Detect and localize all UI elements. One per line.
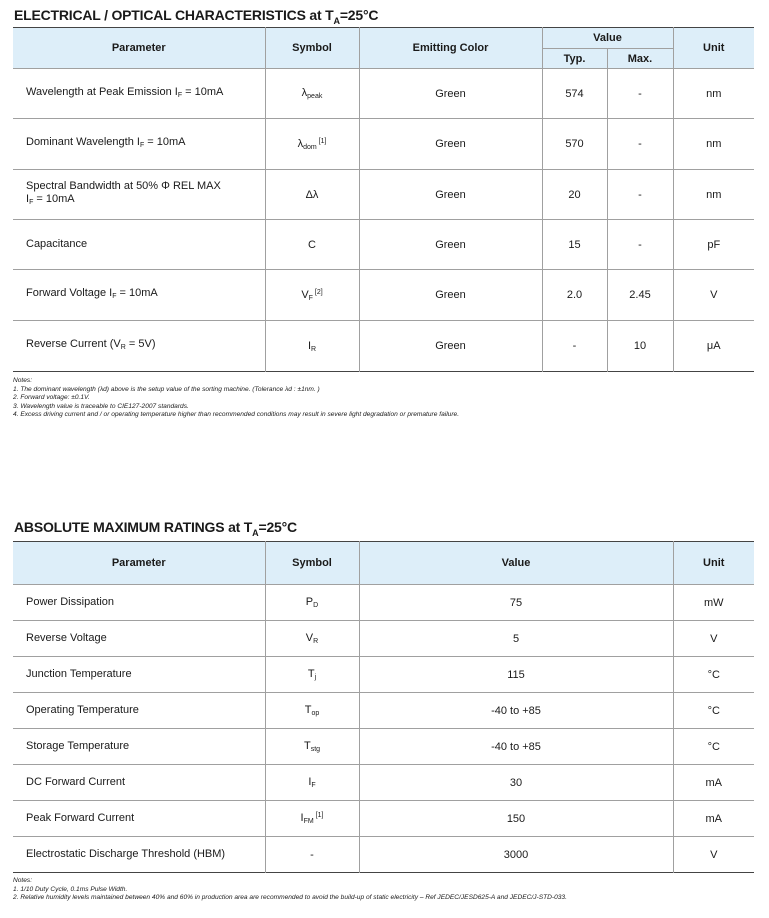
max-cell: 2.45: [607, 270, 673, 321]
symbol-cell: $I_{FM}$ [1]: [265, 801, 359, 837]
parameter-cell: Wavelength at Peak Emission $I_F = 10mA$: [13, 69, 265, 119]
value-cell: 5: [359, 621, 673, 657]
unit-cell: V: [673, 270, 754, 321]
value-cell: 3000: [359, 837, 673, 873]
table-row: [13, 321, 754, 372]
symbol-cell: $T_{op}$: [265, 693, 359, 729]
note-item: 1. 1/10 Duty Cycle, 0.1ms Pulse Width.: [13, 885, 128, 893]
electrical-title-prefix: ELECTRICAL / OPTICAL CHARACTERISTICS at T: [14, 7, 334, 23]
note-item: 2. Relative humidity levels maintained between 40% and 60% in production area are recommended to avoid the build-up of static electricity – Ref JEDEC/JESD625-A and JEDEC/J-STD-033.: [13, 894, 567, 902]
typ-cell: -: [542, 321, 607, 372]
color-cell: Green: [359, 119, 542, 170]
header-unit: Unit: [673, 542, 754, 585]
absolute-title-prefix: ABSOLUTE MAXIMUM RATINGS at T: [14, 519, 253, 535]
typ-cell: 15: [542, 220, 607, 270]
electrical-section-title: [14, 7, 378, 26]
header-emitting-color: Emitting Color: [359, 28, 542, 69]
max-cell: -: [607, 220, 673, 270]
symbol-cell: $V_R$: [265, 621, 359, 657]
parameter-cell: Junction Temperature: [13, 657, 265, 693]
symbol-cell: $I_R$: [265, 321, 359, 372]
max-cell: -: [607, 119, 673, 170]
absolute-maximum-ratings-table: [13, 541, 754, 873]
electrical-characteristics-table: [13, 27, 754, 372]
symbol-cell: $I_F$: [265, 765, 359, 801]
header-parameter: Parameter: [13, 28, 265, 69]
value-cell: 115: [359, 657, 673, 693]
parameter-cell: Capacitance: [13, 220, 265, 270]
parameter-cell: Forward Voltage $I_F = 10mA$: [13, 270, 265, 321]
table-row: [13, 170, 754, 220]
color-cell: Green: [359, 170, 542, 220]
symbol-cell: $T_{stg}$: [265, 729, 359, 765]
header-parameter: Parameter: [13, 542, 265, 585]
header-symbol: Symbol: [265, 542, 359, 585]
table-row: [13, 693, 754, 729]
typ-cell: 2.0: [542, 270, 607, 321]
unit-cell: °C: [673, 693, 754, 729]
electrical-notes: [13, 377, 459, 420]
table-row: [13, 729, 754, 765]
header-value: Value: [359, 542, 673, 585]
table-row: [13, 765, 754, 801]
parameter-cell: Operating Temperature: [13, 693, 265, 729]
parameter-cell: Storage Temperature: [13, 729, 265, 765]
color-cell: Green: [359, 69, 542, 119]
table-row: [13, 220, 754, 270]
header-symbol: Symbol: [265, 28, 359, 69]
value-cell: -40 to +85: [359, 729, 673, 765]
typ-cell: 574: [542, 69, 607, 119]
symbol-cell: C: [265, 220, 359, 270]
notes-heading: Notes:: [13, 377, 33, 384]
unit-cell: mA: [673, 765, 754, 801]
parameter-cell: DC Forward Current: [13, 765, 265, 801]
table-row: [13, 621, 754, 657]
unit-cell: μA: [673, 321, 754, 372]
unit-cell: °C: [673, 657, 754, 693]
note-item: 2. Forward voltage: ±0.1V.: [13, 394, 90, 402]
absolute-section-title: [14, 519, 297, 538]
header-max: Max.: [607, 49, 673, 69]
typ-cell: 570: [542, 119, 607, 170]
value-cell: -40 to +85: [359, 693, 673, 729]
table-row: [13, 119, 754, 170]
absolute-title-suffix: =25°C: [258, 519, 297, 535]
unit-cell: nm: [673, 69, 754, 119]
value-cell: 30: [359, 765, 673, 801]
unit-cell: V: [673, 837, 754, 873]
note-item: 1. The dominant wavelength (λd) above is the setup value of the sorting machine. (Tolerance λd : ±1nm. ): [13, 385, 320, 393]
unit-cell: nm: [673, 119, 754, 170]
header-typ: Typ.: [542, 49, 607, 69]
header-unit: Unit: [673, 28, 754, 69]
symbol-cell: $P_D$: [265, 585, 359, 621]
max-cell: 10: [607, 321, 673, 372]
absolute-title-sub: A: [252, 527, 259, 538]
symbol-cell: $T_j$: [265, 657, 359, 693]
unit-cell: mA: [673, 801, 754, 837]
unit-cell: pF: [673, 220, 754, 270]
table-row: [13, 270, 754, 321]
unit-cell: °C: [673, 729, 754, 765]
electrical-title-sub: A: [333, 15, 340, 26]
unit-cell: V: [673, 621, 754, 657]
header-value: Value: [542, 28, 673, 49]
color-cell: Green: [359, 270, 542, 321]
max-cell: -: [607, 69, 673, 119]
parameter-cell: Electrostatic Discharge Threshold (HBM): [13, 837, 265, 873]
unit-cell: mW: [673, 585, 754, 621]
parameter-cell: Reverse Current $(V_R = 5V)$: [13, 321, 265, 372]
symbol-cell: $\lambda_{dom}$ [1]: [265, 119, 359, 170]
unit-cell: nm: [673, 170, 754, 220]
table-row: [13, 801, 754, 837]
parameter-cell: Spectral Bandwidth at 50% Φ REL MAX $I_F = 10mA$: [13, 170, 265, 220]
value-cell: 75: [359, 585, 673, 621]
electrical-title-suffix: =25°C: [339, 7, 379, 23]
parameter-cell: Peak Forward Current: [13, 801, 265, 837]
table-row: [13, 69, 754, 119]
symbol-cell: $V_F$ [2]: [265, 270, 359, 321]
color-cell: Green: [359, 321, 542, 372]
note-item: 3. Wavelength value is traceable to CIE127-2007 standards.: [13, 402, 189, 410]
parameter-cell: Power Dissipation: [13, 585, 265, 621]
notes-heading: Notes:: [13, 877, 33, 884]
color-cell: Green: [359, 220, 542, 270]
max-cell: -: [607, 170, 673, 220]
absolute-notes: [13, 877, 567, 903]
table-row: [13, 585, 754, 621]
parameter-cell: Reverse Voltage: [13, 621, 265, 657]
typ-cell: 20: [542, 170, 607, 220]
table-row: [13, 657, 754, 693]
symbol-cell: -: [265, 837, 359, 873]
note-item: 4. Excess driving current and / or operating temperature higher than recommended conditions may result in severe light degradation or premature failure.: [13, 411, 460, 419]
table-row: [13, 837, 754, 873]
value-cell: 150: [359, 801, 673, 837]
symbol-cell: Δλ: [265, 170, 359, 220]
symbol-cell: $\lambda_{peak}$: [265, 69, 359, 119]
parameter-cell: Dominant Wavelength $I_F = 10mA$: [13, 119, 265, 170]
